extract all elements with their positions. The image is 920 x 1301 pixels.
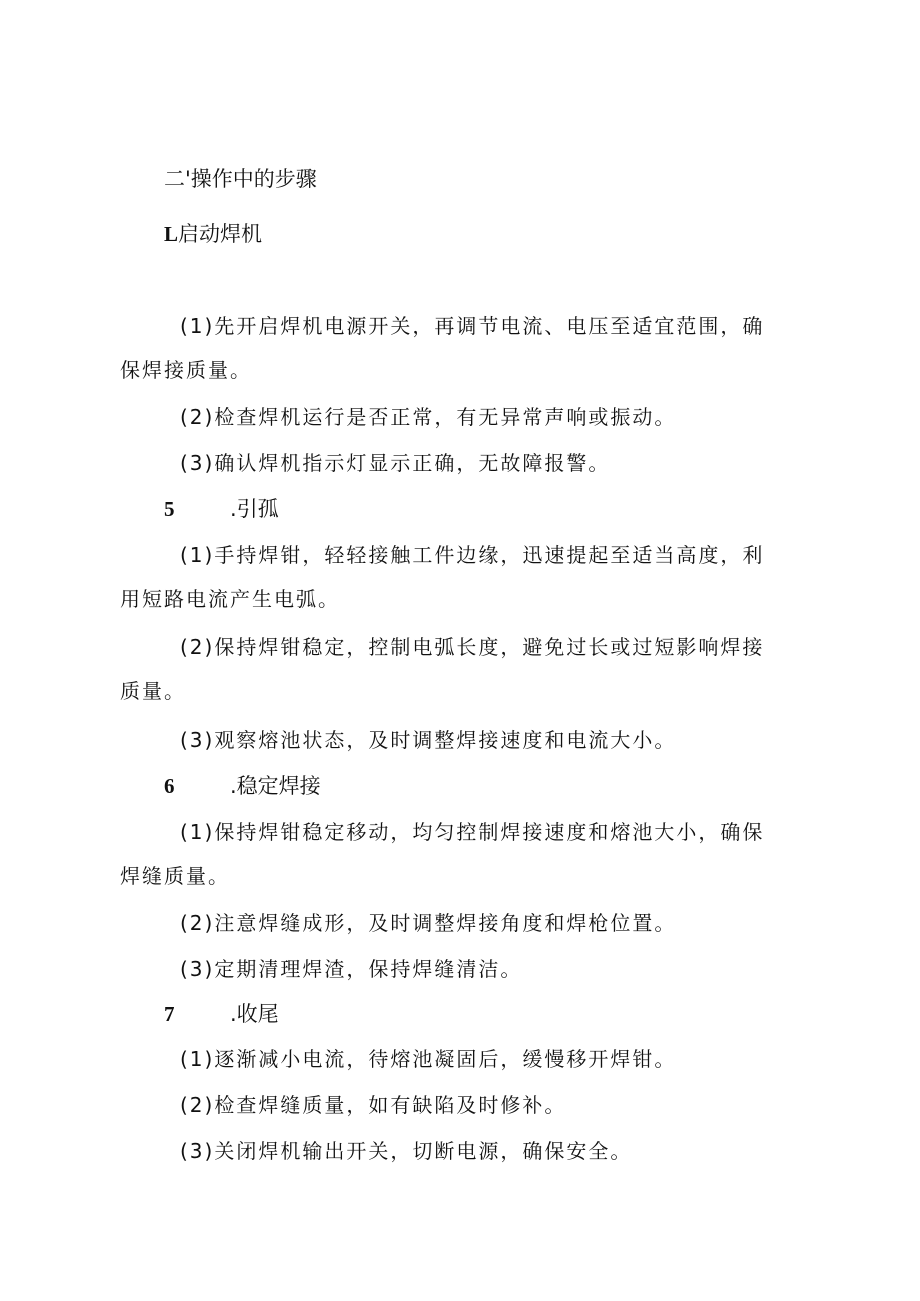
- paragraph-line: 保焊接质量。: [120, 358, 252, 382]
- paragraph-line: (3)观察熔池状态，及时调整焊接速度和电流大小。: [180, 728, 677, 752]
- paragraph-line: (1)逐渐减小电流，待熔池凝固后，缓慢移开焊钳。: [180, 1047, 677, 1071]
- paragraph-line: (2)注意焊缝成形，及时调整焊接角度和焊枪位置。: [180, 911, 677, 935]
- paragraph-line: (3)定期清理焊渣，保持焊缝清洁。: [180, 957, 523, 981]
- step-5-heading: [164, 494, 364, 524]
- paragraph-line: (3)确认焊机指示灯显示正确，无故障报警。: [180, 451, 611, 475]
- paragraph-line: 质量。: [120, 679, 186, 703]
- paragraph-line: (1)手持焊钳，轻轻接触工件边缘，迅速提起至适当高度，利: [180, 543, 765, 567]
- step-7-number: 7: [164, 1002, 175, 1026]
- paragraph-line: (1)保持焊钳稳定移动，均匀控制焊接速度和熔池大小，确保: [180, 820, 765, 844]
- paragraph-line: (2)保持焊钳稳定，控制电弧长度，避免过长或过短影响焊接: [180, 635, 765, 659]
- step-7-heading: [164, 999, 364, 1029]
- section-title: 二'操作中的步骤: [164, 167, 317, 191]
- step-6-heading: [164, 771, 404, 801]
- paragraph-line: 用短路电流产生电弧。: [120, 587, 340, 611]
- paragraph-line: (2)检查焊机运行是否正常，有无异常声响或振动。: [180, 405, 677, 429]
- paragraph-line: (1)先开启焊机电源开关，再调节电流、电压至适宜范围，确: [180, 314, 765, 338]
- step-5-title: .引孤: [230, 497, 279, 521]
- step-1-heading: [164, 219, 262, 249]
- step-5-number: 5: [164, 497, 175, 521]
- step-1-title: 启动焊机: [178, 222, 263, 246]
- step-7-title: .收尾: [230, 1002, 279, 1026]
- step-6-number: 6: [164, 774, 175, 798]
- step-1-number: L: [164, 222, 179, 246]
- step-6-title: .稳定焊接: [230, 774, 321, 798]
- paragraph-line: (2)检查焊缝质量，如有缺陷及时修补。: [180, 1093, 567, 1117]
- paragraph-line: (3)关闭焊机输出开关，切断电源，确保安全。: [180, 1139, 633, 1163]
- paragraph-line: 焊缝质量。: [120, 864, 230, 888]
